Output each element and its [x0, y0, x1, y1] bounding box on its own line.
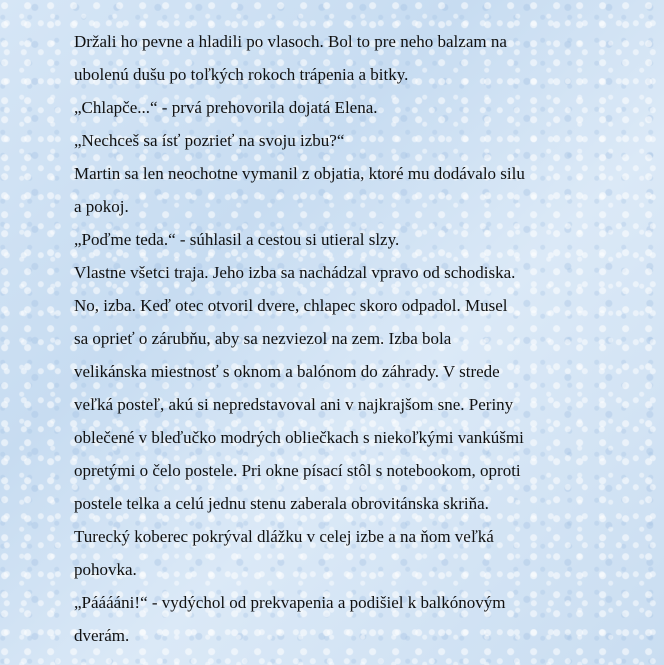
text-line: a pokoj. [74, 197, 129, 216]
text-line: pohovka. [74, 560, 137, 579]
text-line: opretými o čelo postele. Pri okne písací stôl s notebookom, oproti [74, 461, 521, 480]
text-line: ubolenú dušu po toľkých rokoch trápenia a bitky. [74, 65, 409, 84]
text-line: veľká posteľ, akú si nepredstavoval ani v najkrajšom sne. Periny [74, 395, 514, 414]
text-line: „Nechceš sa ísť pozrieť na svoju izbu?“ [74, 131, 345, 150]
text-line: Turecký koberec pokrýval dlážku v celej izbe a na ňom veľká [74, 527, 494, 546]
text-line: „Poďme teda.“ - súhlasil a cestou si utieral slzy. [74, 230, 400, 249]
document-page [74, 25, 649, 652]
text-line: „Pááááni!“ - vydýchol od prekvapenia a podišiel k balkónovým [74, 593, 506, 612]
text-line: velikánska miestnosť s oknom a balónom do záhrady. V strede [74, 362, 500, 381]
text-line: Martin sa len neochotne vymanil z objatia, ktoré mu dodávalo silu [74, 164, 525, 183]
text-line: postele telka a celú jednu stenu zaberala obrovitánska skriňa. [74, 494, 489, 513]
text-line: Vlastne všetci traja. Jeho izba sa nachádzal vpravo od schodiska. [74, 263, 516, 282]
text-line: „Chlapče...“ - prvá prehovorila dojatá Elena. [74, 98, 378, 117]
text-line: dverám. [74, 626, 130, 645]
text-line: Držali ho pevne a hladili po vlasoch. Bol to pre neho balzam na [74, 32, 507, 51]
text-line: oblečené v bleďučko modrých obliečkach s niekoľkými vankúšmi [74, 428, 524, 447]
text-line: sa oprieť o zárubňu, aby sa nezviezol na zem. Izba bola [74, 329, 452, 348]
text-line: No, izba. Keď otec otvoril dvere, chlapec skoro odpadol. Musel [74, 296, 508, 315]
